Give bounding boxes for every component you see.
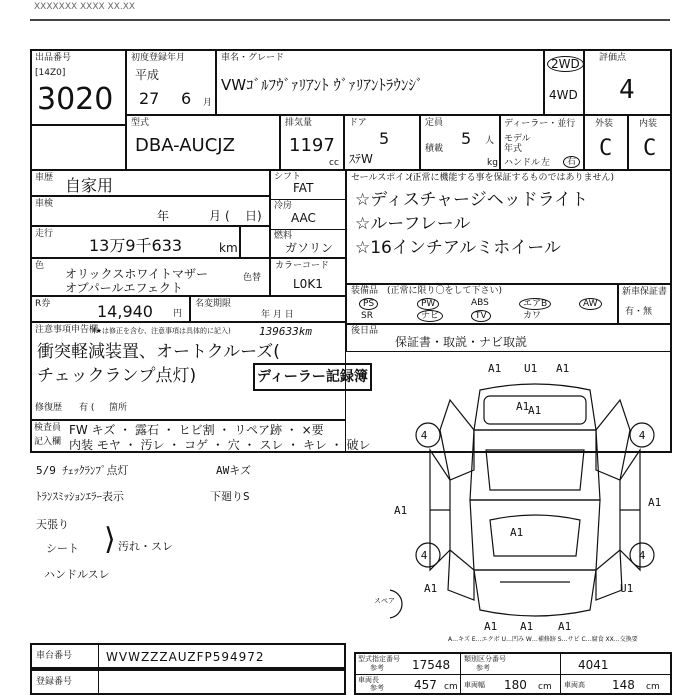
hw-note-3: 天張り xyxy=(36,518,69,531)
mark-hood: A1 xyxy=(516,400,530,413)
usage-row xyxy=(30,170,270,196)
color-value-2: オブパールエフェクト xyxy=(65,281,183,295)
handle-label: ハンドル xyxy=(504,158,541,168)
plate-row xyxy=(30,669,346,695)
checker-row-1: FW キズ ・ 露石 ・ ヒビ割 ・ リペア跡 ・ ×要 xyxy=(69,423,324,437)
first-reg-month-suffix: 月 xyxy=(203,98,213,108)
color-code-label: カラーコード xyxy=(275,261,330,271)
sales-point-3: ☆16インチアルミホイール xyxy=(355,238,561,258)
mark-wheel-rr: 4 xyxy=(638,549,646,562)
equip-airbag: エアB xyxy=(519,298,551,310)
interior-label: 内装 xyxy=(639,119,658,129)
hw-note-5: 汚れ・スレ xyxy=(118,540,173,553)
drive-4wd: 4WD xyxy=(549,88,578,102)
body-type: ｽﾃW xyxy=(349,152,373,166)
width-value: 180 xyxy=(504,678,527,692)
fuel-label: 燃料 xyxy=(274,231,293,241)
checker-label-1: 検査員 xyxy=(34,423,62,433)
sales-points-label: セールスポイント xyxy=(351,173,423,183)
inspection-label: 車検 xyxy=(35,199,54,209)
exterior-label: 外装 xyxy=(595,119,614,129)
rear-items-value: 保証書・取説・ナビ取説 xyxy=(395,335,528,349)
displacement-value: 1197 xyxy=(289,135,335,156)
sales-point-1: ☆ディスチャージヘッドライト xyxy=(355,190,589,210)
mark-front-left: A1 xyxy=(488,362,502,375)
inspection-day: 日) xyxy=(245,209,262,223)
hw-note-6: ハンドルスレ xyxy=(44,568,110,581)
length-label: 車両長 xyxy=(358,676,379,684)
warranty-box xyxy=(618,284,672,324)
first-reg-box xyxy=(126,49,216,115)
repair-suffix: 箇所 xyxy=(109,403,128,413)
class-num-label: 類別区分番号 xyxy=(464,655,506,663)
score-label: 評価点 xyxy=(599,53,627,63)
mark-roof: A1 xyxy=(528,404,542,417)
length-unit: cm xyxy=(444,682,458,692)
recycle-row xyxy=(30,296,190,322)
capacity-unit: 人 xyxy=(485,136,495,146)
model-box xyxy=(126,115,280,170)
dealer-label: ディーラー・並行 xyxy=(504,119,576,129)
name-change-label: 名変期限 xyxy=(195,299,232,309)
capacity-label: 定員 xyxy=(425,118,444,128)
mileage-unit: km xyxy=(219,241,238,255)
color-value-1: オリックスホワイトマザー xyxy=(65,267,209,281)
mark-front-right: A1 xyxy=(556,362,570,375)
color-change-label: 色替 xyxy=(243,273,262,283)
equip-ps: PS xyxy=(359,298,378,310)
class-num-sub: 参考 xyxy=(476,664,490,672)
equipment-box xyxy=(346,284,618,324)
dealer-box xyxy=(500,115,584,170)
car-name-label: 車名・グレード xyxy=(221,53,285,63)
exterior-box xyxy=(584,115,628,170)
class-num-value: 4041 xyxy=(578,658,609,672)
sales-points-box xyxy=(346,170,672,284)
spare-label: スペア xyxy=(374,597,395,605)
equipment-label: 装備品 xyxy=(351,286,379,296)
capacity-value: 5 xyxy=(461,129,472,148)
damage-diagram xyxy=(390,360,680,640)
repair-value: 有 ( xyxy=(79,403,95,413)
warranty-label: 新車保証書 xyxy=(622,287,668,297)
mark-wheel-rl: 4 xyxy=(420,549,428,562)
load-label: 積載 xyxy=(425,144,444,154)
notes-line-1: 衝突軽減装置、オートクルーズ( xyxy=(37,342,280,362)
equipment-note: (正常に限り〇をして下さい) xyxy=(387,286,503,296)
notes-line-2: チェックランプ点灯) xyxy=(37,366,197,386)
inspection-month: 月 xyxy=(209,209,222,223)
height-value: 148 xyxy=(612,678,635,692)
interior-value: C xyxy=(643,136,657,161)
hw-bracket: ⟩ xyxy=(104,522,116,557)
name-change-value: 年 月 日 xyxy=(261,310,294,320)
equip-aw: AW xyxy=(579,298,602,310)
shift-value: FAT xyxy=(293,181,314,195)
usage-value: 自家用 xyxy=(65,176,114,195)
capacity-box xyxy=(420,115,500,170)
doors-value: 5 xyxy=(379,129,390,148)
lot-number: 3020 xyxy=(37,82,114,117)
repair-label: 修復歴 xyxy=(35,403,63,413)
displacement-unit: cc xyxy=(329,158,339,168)
height-label: 車両高 xyxy=(564,681,585,689)
model-label: 型式 xyxy=(131,118,150,128)
hw-note-2: ﾄﾗﾝｽﾐｯｼｮﾝｴﾗｰ表示 xyxy=(36,490,124,503)
mark-left-side: A1 xyxy=(394,504,408,517)
mark-right-side: A1 xyxy=(648,496,662,509)
recycle-value: 14,940 xyxy=(97,302,153,321)
notes-odo: 139633km xyxy=(259,325,312,338)
color-code-box xyxy=(270,258,346,296)
equip-abs: ABS xyxy=(471,298,489,308)
car-name-box xyxy=(216,49,544,115)
mark-wheel-fl: 4 xyxy=(420,429,428,442)
plate-label: 登録番号 xyxy=(36,677,73,687)
checker-row-2: 内装 モヤ ・ 汚レ ・ コゲ ・ 穴 ・ スレ ・ キレ ・ 破レ xyxy=(69,438,371,452)
name-change-row xyxy=(190,296,346,322)
load-unit: kg xyxy=(487,158,498,168)
diagram-legend: A…キズ E…エクボ U…凹み W…補修跡 S…サビ C…腐食 XX…交換要 xyxy=(448,636,638,643)
model-year-label: モデル 年式 xyxy=(504,134,531,154)
color-row xyxy=(30,258,270,296)
mileage-value: 13万9千633 xyxy=(89,236,183,255)
usage-label: 車歴 xyxy=(35,173,54,183)
spec-box xyxy=(270,170,346,258)
interior-box xyxy=(628,115,672,170)
model-value: DBA-AUCJZ xyxy=(135,135,235,156)
notes-sublabel: (★は修正を含む、注意事項は具体的に記入) xyxy=(93,327,231,335)
recycle-unit: 円 xyxy=(173,309,183,319)
lot-blank xyxy=(30,125,126,170)
form-num-sub: 参考 xyxy=(370,664,384,672)
lot-label: 出品番号 xyxy=(35,53,72,63)
mark-front-center: U1 xyxy=(524,362,538,375)
width-label: 車両幅 xyxy=(464,681,485,689)
first-reg-era: 平成 xyxy=(135,68,160,82)
chassis-label: 車台番号 xyxy=(36,651,73,661)
mark-cabin: A1 xyxy=(510,526,524,539)
mark-bumper-right: A1 xyxy=(558,620,572,633)
inspection-open: ( xyxy=(225,209,230,223)
lot-box xyxy=(30,49,126,125)
hw-note-1: 5/9 ﾁｪｯｸﾗﾝﾌﾟ点灯 xyxy=(36,464,129,477)
mark-bumper-center: A1 xyxy=(520,620,534,633)
doors-label: ドア xyxy=(349,118,367,128)
scan-header-line xyxy=(30,19,670,21)
length-sub: 参考 xyxy=(370,684,384,692)
inspection-year: 年 xyxy=(157,209,170,223)
mark-rear-right: U1 xyxy=(620,582,634,595)
warranty-value: 有・無 xyxy=(625,307,653,317)
hw-note-aw: AWキズ xyxy=(216,464,252,477)
equip-tv: TV xyxy=(471,310,491,322)
color-code-value: L0K1 xyxy=(293,277,323,291)
height-unit: cm xyxy=(646,682,660,692)
sales-point-2: ☆ルーフレール xyxy=(355,214,471,234)
score-value: 4 xyxy=(619,75,635,105)
displacement-box xyxy=(280,115,344,170)
doors-box xyxy=(344,115,420,170)
sales-points-note: (正常に機能する事を保証するものではありません) xyxy=(409,173,615,183)
car-name-value: VWｺﾞﾙﾌｳﾞｧﾘｱﾝﾄ ｳﾞｧﾘｱﾝﾄﾗｳﾝｼﾞ xyxy=(221,76,424,94)
mileage-label: 走行 xyxy=(35,229,54,239)
inspection-row xyxy=(30,196,270,226)
form-num-value: 17548 xyxy=(412,658,451,672)
mileage-row xyxy=(30,226,240,258)
mark-wheel-fr: 4 xyxy=(638,429,646,442)
handle-right: 右 xyxy=(563,156,580,168)
chassis-value: WVWZZZAUZFP594972 xyxy=(106,650,265,664)
diagram-left-front xyxy=(440,400,474,480)
checker-box xyxy=(30,420,371,453)
first-reg-label: 初度登録年月 xyxy=(131,53,186,63)
first-reg-month: 6 xyxy=(181,89,192,108)
first-reg-year: 27 xyxy=(139,89,160,108)
displacement-label: 排気量 xyxy=(285,118,313,128)
dealer-record-stamp: ディーラー記録簿 xyxy=(253,363,372,391)
mark-rear-left: A1 xyxy=(424,582,438,595)
handle-left: 左 xyxy=(541,158,551,168)
rear-items-label: 後日品 xyxy=(351,326,379,336)
equip-sr: SR xyxy=(361,311,373,321)
scan-header: XXXXXXX XXXX XX.XX xyxy=(34,2,136,12)
drive-2wd: 2WD xyxy=(547,56,584,72)
chassis-row xyxy=(30,643,346,669)
fuel-value: ガソリン xyxy=(285,241,334,255)
length-value: 457 xyxy=(414,678,437,692)
notes-label: 注意事項申告欄 xyxy=(35,325,99,335)
exterior-value: C xyxy=(599,136,613,161)
form-num-label: 型式指定番号 xyxy=(358,655,400,663)
color-label: 色 xyxy=(35,261,45,271)
hw-note-under: 下廻りS xyxy=(210,490,250,503)
shift-label: シフト xyxy=(274,172,302,182)
equip-leather: カワ xyxy=(523,311,542,321)
aircon-value: AAC xyxy=(291,211,316,225)
equip-pw: PW xyxy=(417,298,439,310)
lot-session: [14Z0] xyxy=(35,68,66,78)
diagram-right-front xyxy=(596,400,630,480)
mileage-blank xyxy=(240,226,270,258)
score-box xyxy=(584,49,672,115)
rear-items-box xyxy=(346,324,672,352)
hw-note-4: シート xyxy=(46,542,79,555)
mark-bumper-left: A1 xyxy=(484,620,498,633)
equip-navi: ナビ xyxy=(417,310,443,322)
drive-box xyxy=(544,49,584,115)
width-unit: cm xyxy=(538,682,552,692)
aircon-label: 冷房 xyxy=(274,201,293,211)
spec-bottom-box xyxy=(354,652,672,695)
checker-label-2: 記入欄 xyxy=(34,437,62,447)
recycle-label: R券 xyxy=(35,299,51,309)
